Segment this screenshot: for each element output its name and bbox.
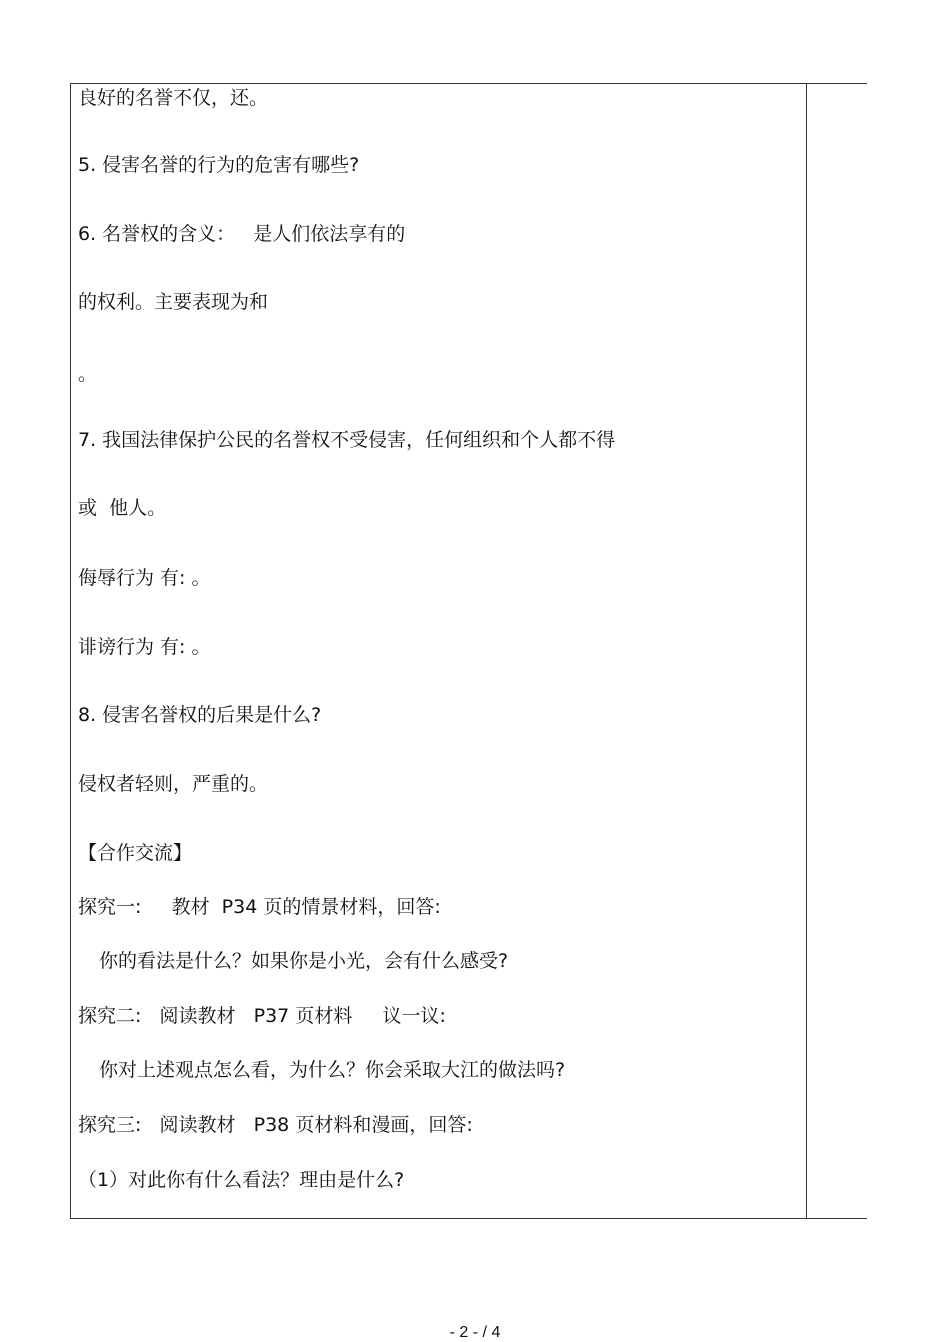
inquiry-3: 探究三: 阅读教材 P38 页材料和漫画，回答: [78,1114,473,1136]
table-left-border [70,83,71,1218]
consequence-line: 侵权者轻则，严重的。 [78,773,269,795]
question-7: 7. 我国法律保护公民的名誉权不受侵害，任何组织和个人都不得 [78,429,616,451]
text-line-4: 的权利。主要表现为和 [78,291,269,313]
inquiry-1-question: 你的看法是什么？如果你是小光，会有什么感受? [99,950,509,972]
cooperation-heading: 【合作交流】 [78,842,193,864]
inquiry-3-question-1: （1）对此你有什么看法？理由是什么? [78,1169,405,1191]
text-line-5: 。 [78,363,98,385]
question-5: 5. 侵害名誉的行为的危害有哪些? [78,154,360,176]
text-line-7: 或 他人。 [78,497,167,519]
question-6: 6. 名誉权的含义： 是人们依法享有的 [78,223,406,245]
slander-behavior-line: 诽谤行为 有: 。 [78,636,211,658]
inquiry-2-question: 你对上述观点怎么看，为什么？你会采取大江的做法吗? [99,1059,566,1081]
insult-behavior-line: 侮辱行为 有: 。 [78,567,211,589]
page-number-footer: - 2 - / 4 [449,1324,501,1341]
table-column-divider [806,83,807,1218]
inquiry-2: 探究二: 阅读教材 P37 页材料 议一议: [78,1005,446,1027]
inquiry-1: 探究一: 教材 P34 页的情景材料，回答: [78,896,441,918]
question-8: 8. 侵害名誉权的后果是什么? [78,704,322,726]
text-line-1: 良好的名誉不仅，还。 [78,87,269,109]
